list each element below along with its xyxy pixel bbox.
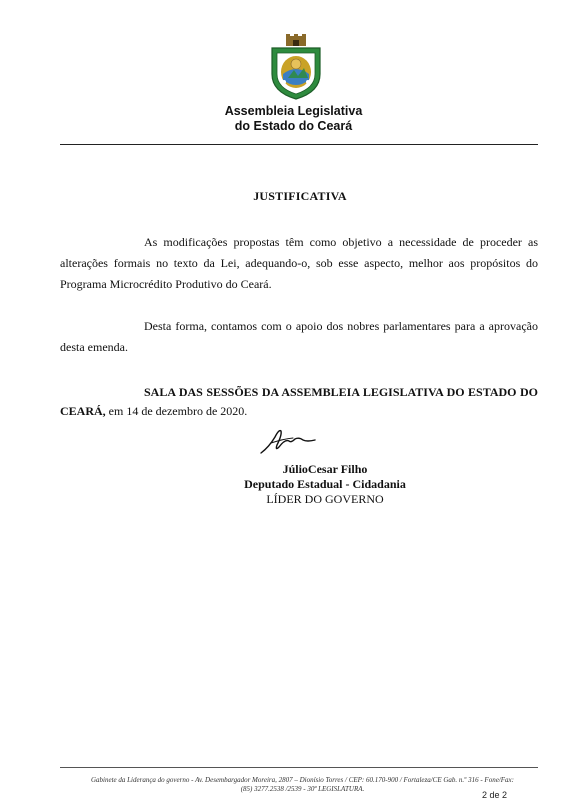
paragraph-support: Desta forma, contamos com o apoio dos nobres parlamentares para a aprovação desta emenda.	[60, 319, 538, 354]
footer-divider	[60, 767, 538, 768]
coat-of-arms-icon	[268, 34, 324, 100]
signer-name: JúlioCesar Filho	[282, 462, 368, 476]
signer-role: Deputado Estadual - Cidadania	[244, 477, 406, 491]
footer-address: Gabinete da Liderança do governo - Av. Desembargador Moreira, 2807 – Dionísio Torres / CEP: 60.170-900 / Fortaleza/CE Gab. n.º 316 - Fone/Fax:	[91, 776, 514, 784]
institution-name: Assembleia Legislativa	[224, 104, 363, 118]
paragraph-modifications: As modificações propostas têm como objetivo a necessidade de proceder as alterações formais no texto da Lei, adequando-o, sob esse aspecto, melhor aos propósitos do Programa Microcrédito Produtivo do Ceará.	[60, 235, 538, 291]
signer-title: LÍDER DO GOVERNO	[266, 492, 384, 506]
closing-statement	[60, 383, 538, 421]
header-divider	[60, 144, 538, 145]
page-number: 2 de 2	[482, 790, 508, 800]
document-title: JUSTIFICATIVA	[253, 189, 347, 203]
closing-session-hall: SALA DAS SESSÕES DA ASSEMBLEIA LEGISLATIVA DO ESTADO DO CEARÁ,	[60, 385, 538, 418]
handwritten-signature	[255, 425, 321, 457]
footer-legislature: (85) 3277.2538 /2539 - 30ª LEGISLATURA.	[240, 785, 365, 793]
closing-date: em 14 de dezembro de 2020.	[105, 404, 248, 418]
institution-state: do Estado do Ceará	[234, 119, 353, 133]
